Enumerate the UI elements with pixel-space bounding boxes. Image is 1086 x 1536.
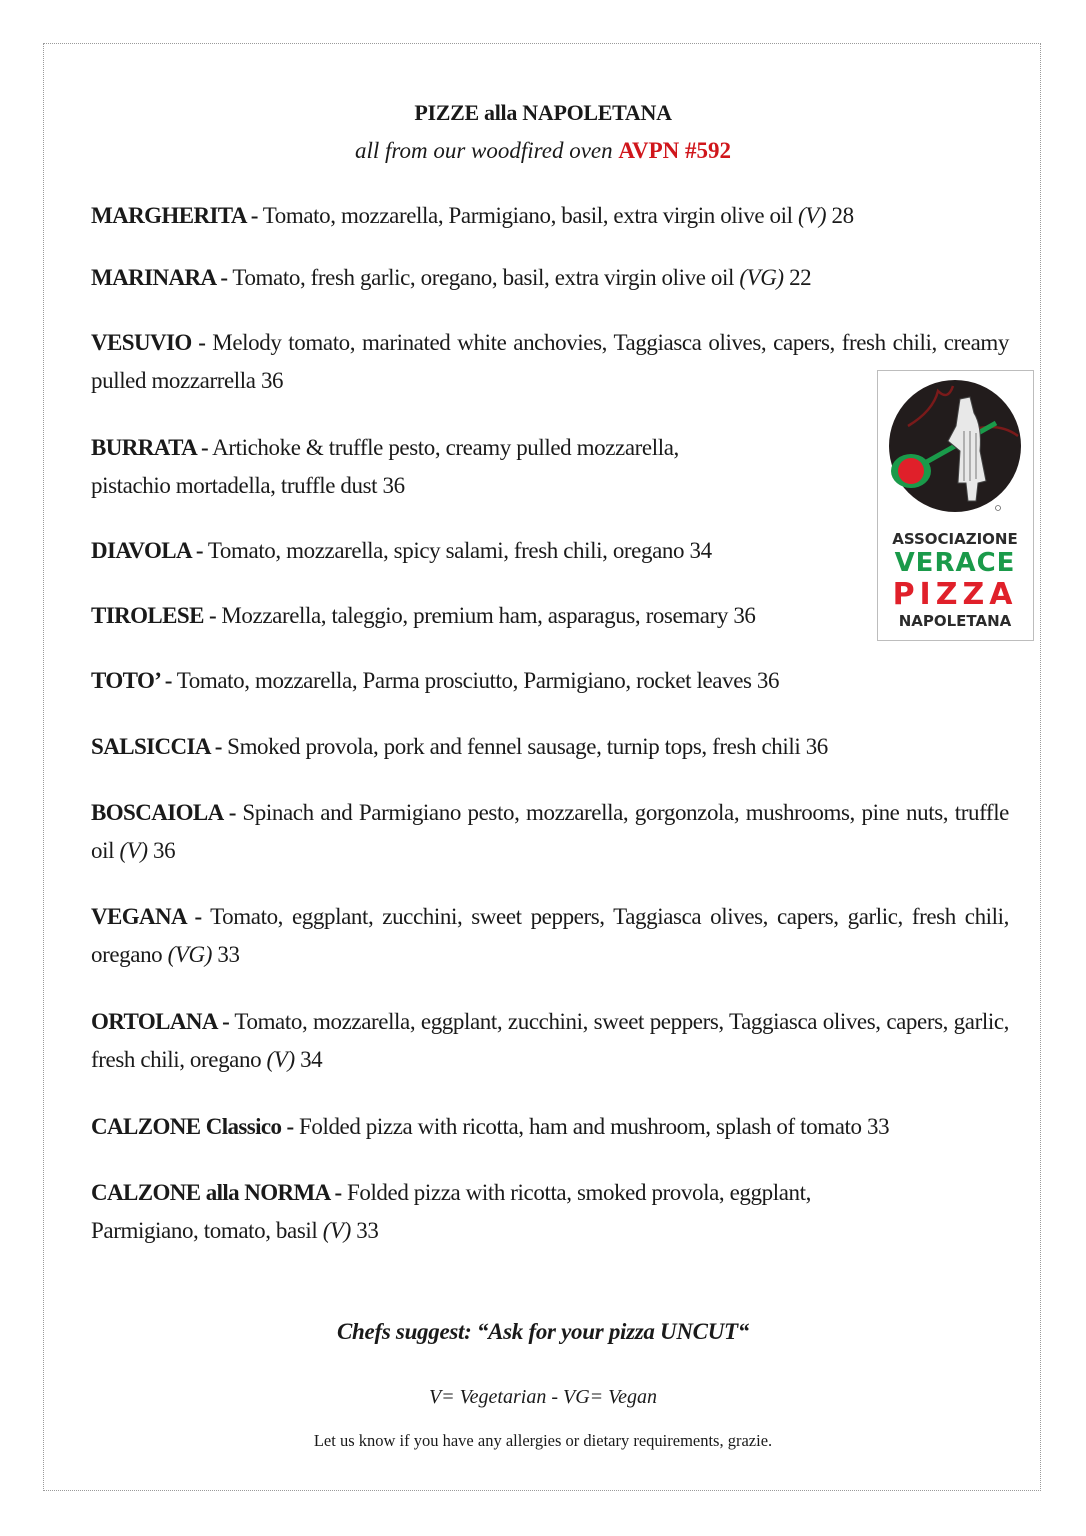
- menu-title: PIZZE alla NAPOLETANA: [414, 100, 672, 125]
- dietary-tag: (V): [798, 203, 827, 228]
- menu-item-calzone-norma: [91, 1174, 811, 1250]
- item-name: MARGHERITA -: [91, 203, 258, 228]
- subtitle-text: all from our woodfired oven: [354, 138, 613, 163]
- item-price: 36: [733, 603, 756, 628]
- menu-item-tirolese: [91, 597, 756, 635]
- svg-text:VERACE: VERACE: [894, 548, 1016, 578]
- item-description: Tomato, eggplant, zucchini, sweet peppers, Taggiasca olives, capers, garlic, fresh chili, oregano: [91, 904, 1009, 967]
- item-price: 36: [152, 838, 176, 863]
- svg-text:ASSOCIAZIONE: ASSOCIAZIONE: [892, 530, 1018, 548]
- item-description: Mozzarella, taleggio, premium ham, asparagus, rosemary: [221, 603, 728, 628]
- menu-item-boscaiola: [91, 794, 1009, 870]
- item-description-cont: Parmigiano, tomato, basil: [91, 1218, 318, 1243]
- svg-text:PIZZA: PIZZA: [892, 577, 1018, 612]
- dietary-tag: (V): [266, 1047, 295, 1072]
- item-price: 36: [756, 668, 780, 693]
- item-description: Tomato, mozzarella, Parmigiano, basil, extra virgin olive oil: [262, 203, 793, 228]
- menu-item-marinara: [91, 259, 811, 297]
- menu-item-vegana: [91, 898, 1009, 974]
- avpn-certification: AVPN #592: [618, 138, 732, 163]
- item-name: CALZONE Classico -: [91, 1114, 294, 1139]
- item-price: 33: [217, 942, 240, 967]
- menu-item-diavola: [91, 532, 712, 570]
- item-price: 34: [689, 538, 712, 563]
- menu-item-burrata: [91, 429, 679, 505]
- dietary-tag: (VG): [739, 265, 784, 290]
- chefs-suggestion: Chefs suggest: “Ask for your pizza UNCUT“: [337, 1319, 749, 1344]
- menu-item-toto: [91, 662, 779, 700]
- item-price: 22: [789, 265, 812, 290]
- item-description-cont: pistachio mortadella, truffle dust: [91, 473, 378, 498]
- item-name: TIROLESE -: [91, 603, 217, 628]
- svg-text:NAPOLETANA: NAPOLETANA: [898, 612, 1012, 630]
- item-description: Tomato, mozzarella, eggplant, zucchini, sweet peppers, Taggiasca olives, capers, garlic, fresh chili, oregano: [91, 1009, 1009, 1072]
- item-description: Smoked provola, pork and fennel sausage, turnip tops, fresh chili: [227, 734, 801, 759]
- item-price: 28: [831, 203, 854, 228]
- avpn-logo: [877, 370, 1034, 641]
- allergy-note: Let us know if you have any allergies or dietary requirements, grazie.: [313, 1431, 773, 1450]
- item-price: 33: [866, 1114, 890, 1139]
- item-name: TOTO’ -: [91, 668, 172, 693]
- item-name: SALSICCIA -: [91, 734, 222, 759]
- menu-item-margherita: [91, 197, 854, 235]
- item-price: 34: [300, 1047, 323, 1072]
- item-description: Tomato, fresh garlic, oregano, basil, extra virgin olive oil: [232, 265, 734, 290]
- item-name: BOSCAIOLA -: [91, 800, 236, 825]
- menu-item-salsiccia: [91, 728, 828, 766]
- pulcinella-emblem-icon: [878, 371, 1033, 640]
- menu-item-calzone-classico: [91, 1108, 889, 1146]
- item-name: VEGANA -: [91, 904, 202, 929]
- dietary-tag: (VG): [167, 942, 213, 967]
- item-price: 33: [356, 1218, 379, 1243]
- menu-item-ortolana: [91, 1003, 1009, 1079]
- menu-subtitle: [0, 138, 1086, 164]
- item-name: ORTOLANA -: [91, 1009, 230, 1034]
- menu-item-vesuvio: [91, 324, 1009, 400]
- item-description: Tomato, mozzarella, Parma prosciutto, Parmigiano, rocket leaves: [176, 668, 752, 693]
- item-price: 36: [382, 473, 405, 498]
- item-description: Spinach and Parmigiano pesto, mozzarella, gorgonzola, mushrooms, pine nuts, truffle oil: [91, 800, 1009, 863]
- item-description: Artichoke & truffle pesto, creamy pulled mozzarella,: [212, 435, 679, 460]
- item-description: Melody tomato, marinated white anchovies, Taggiasca olives, capers, fresh chili, creamy pulled mozzarrella: [91, 330, 1010, 393]
- item-description: Tomato, mozzarella, spicy salami, fresh chili, oregano: [207, 538, 685, 563]
- item-description: Folded pizza with ricotta, ham and mushroom, splash of tomato: [298, 1114, 862, 1139]
- item-price: 36: [805, 734, 828, 759]
- dietary-tag: (V): [119, 838, 148, 863]
- item-name: CALZONE alla NORMA -: [91, 1180, 342, 1205]
- item-name: MARINARA -: [91, 265, 228, 290]
- item-name: DIAVOLA -: [91, 538, 203, 563]
- item-description: Folded pizza with ricotta, smoked provola, eggplant,: [346, 1180, 811, 1205]
- dietary-legend: V= Vegetarian - VG= Vegan: [428, 1386, 658, 1408]
- item-price: 36: [260, 368, 284, 393]
- item-name: VESUVIO -: [91, 330, 206, 355]
- dietary-tag: (V): [322, 1218, 351, 1243]
- item-name: BURRATA -: [91, 435, 209, 460]
